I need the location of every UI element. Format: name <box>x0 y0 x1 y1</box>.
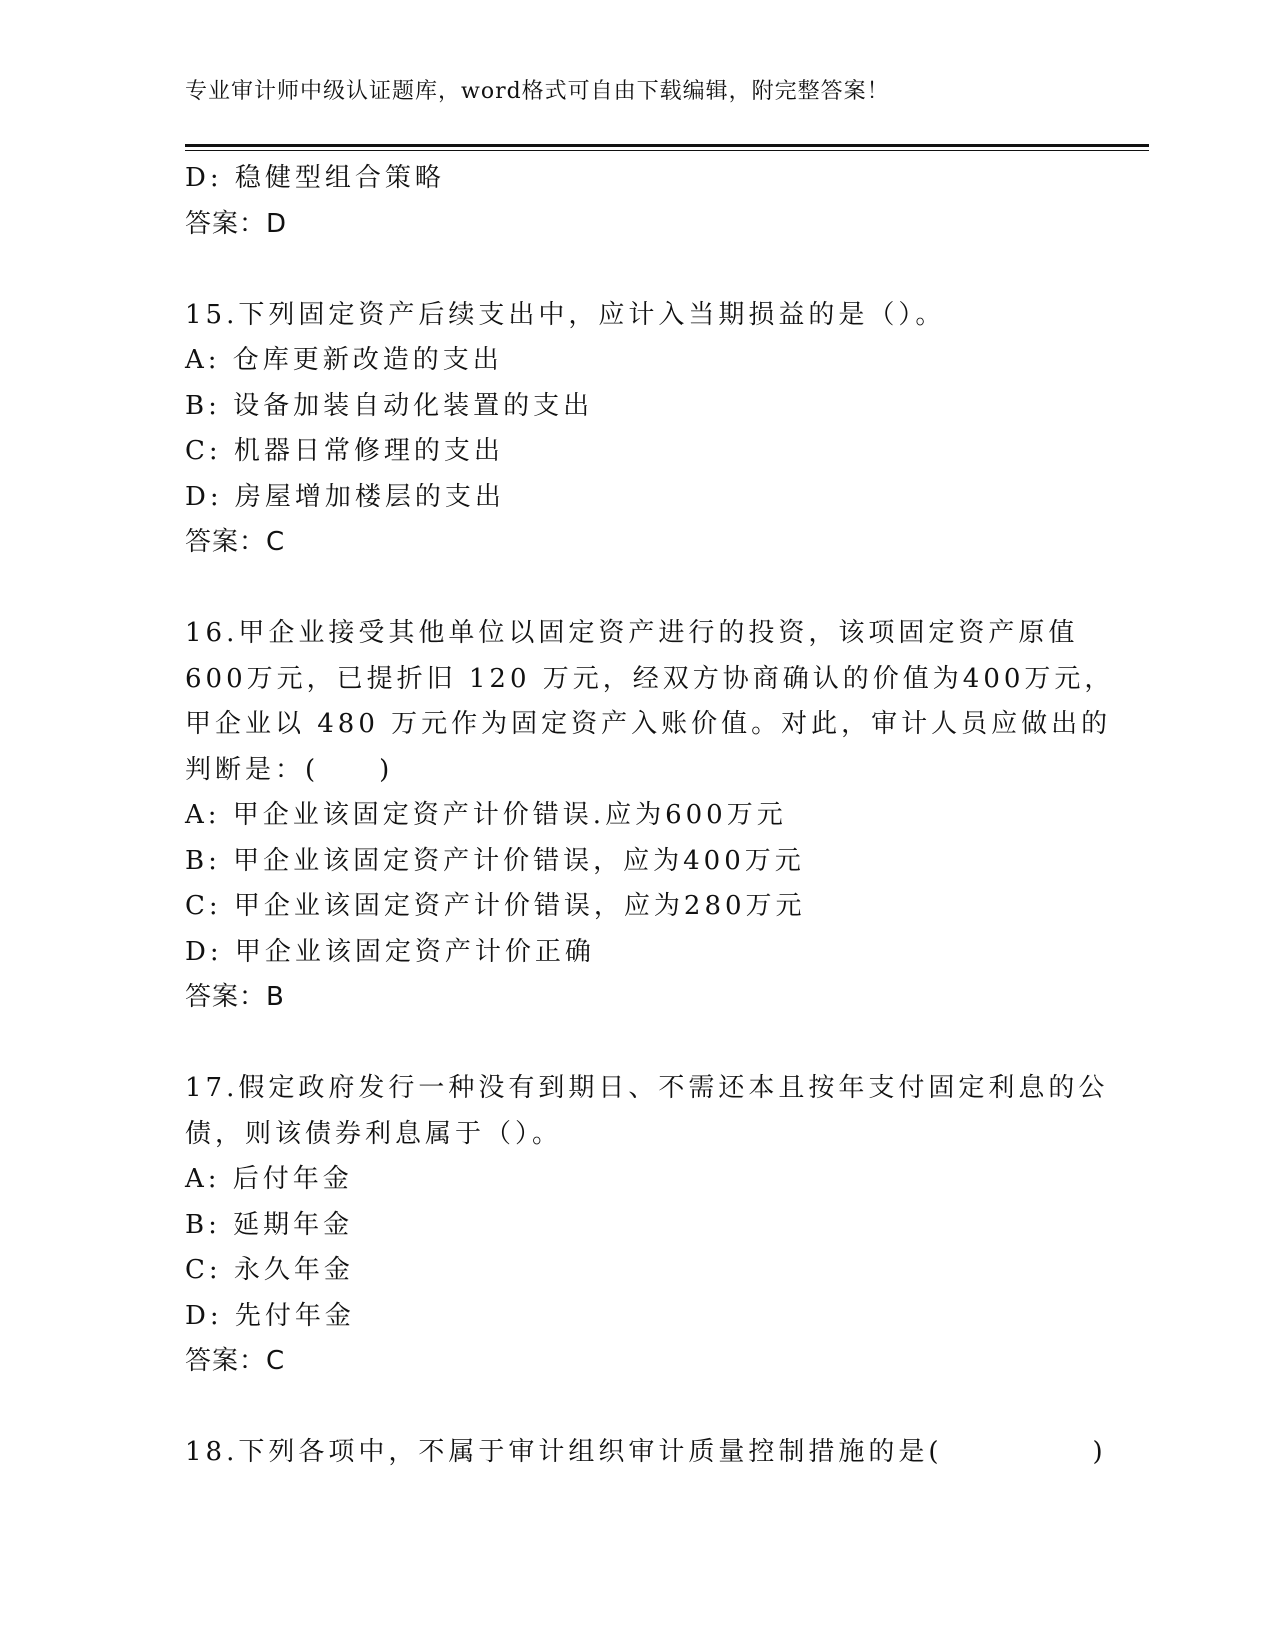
option-d: D: 甲企业该固定资产计价正确 <box>185 936 595 967</box>
document-body <box>185 156 1115 1476</box>
prev-answer: 答案：D <box>185 208 288 239</box>
answer: 答案：B <box>185 982 285 1012</box>
option-c: C: 永久年金 <box>185 1255 354 1285</box>
prev-option-d: D: 稳健型组合策略 <box>185 163 445 193</box>
question-stem: 甲企业以 480 万元作为固定资产入账价值。对此，审计人员应做出的 <box>185 709 1112 739</box>
question-stem: 17.假定政府发行一种没有到期日、不需还本且按年支付固定利息的公 <box>185 1073 1109 1103</box>
option-a: A: 后付年金 <box>185 1164 353 1194</box>
question-stem: 判断是：( ) <box>185 754 394 785</box>
question-stem: 16.甲企业接受其他单位以固定资产进行的投资，该项固定资产原值 <box>185 618 1079 648</box>
page-header: 专业审计师中级认证题库，word格式可自由下载编辑，附完整答案！ <box>185 79 890 104</box>
header-rule-thick <box>185 144 1149 147</box>
question-15 <box>185 293 1075 566</box>
question-17 <box>185 1066 1109 1385</box>
option-c: C: 甲企业该固定资产计价错误，应为280万元 <box>185 891 806 921</box>
answer: 答案：C <box>185 1346 286 1376</box>
option-d: D: 房屋增加楼层的支出 <box>185 481 505 512</box>
header-rule-thin <box>185 150 1149 151</box>
option-a: A: 仓库更新改造的支出 <box>185 345 503 375</box>
option-b: B: 甲企业该固定资产计价错误，应为400万元 <box>185 845 805 876</box>
question-stem: 600万元，已提折旧 120 万元，经双方协商确认的价值为400万元， <box>185 663 1115 694</box>
option-b: B: 延期年金 <box>185 1209 354 1240</box>
question-18 <box>185 1430 1107 1476</box>
option-a: A: 甲企业该固定资产计价错误.应为600万元 <box>185 800 787 830</box>
answer: 答案：C <box>185 527 286 557</box>
question-stem: 债，则该债券利息属于（）。 <box>185 1118 563 1149</box>
option-b: B: 设备加装自动化装置的支出 <box>185 390 594 421</box>
question-16 <box>185 611 1115 1021</box>
question-stem: 15.下列固定资产后续支出中，应计入当期损益的是（）。 <box>185 299 946 330</box>
question-stem: 18.下列各项中，不属于审计组织审计质量控制措施的是( ) <box>185 1437 1107 1467</box>
option-c: C: 机器日常修理的支出 <box>185 436 504 466</box>
option-d: D: 先付年金 <box>185 1300 355 1331</box>
